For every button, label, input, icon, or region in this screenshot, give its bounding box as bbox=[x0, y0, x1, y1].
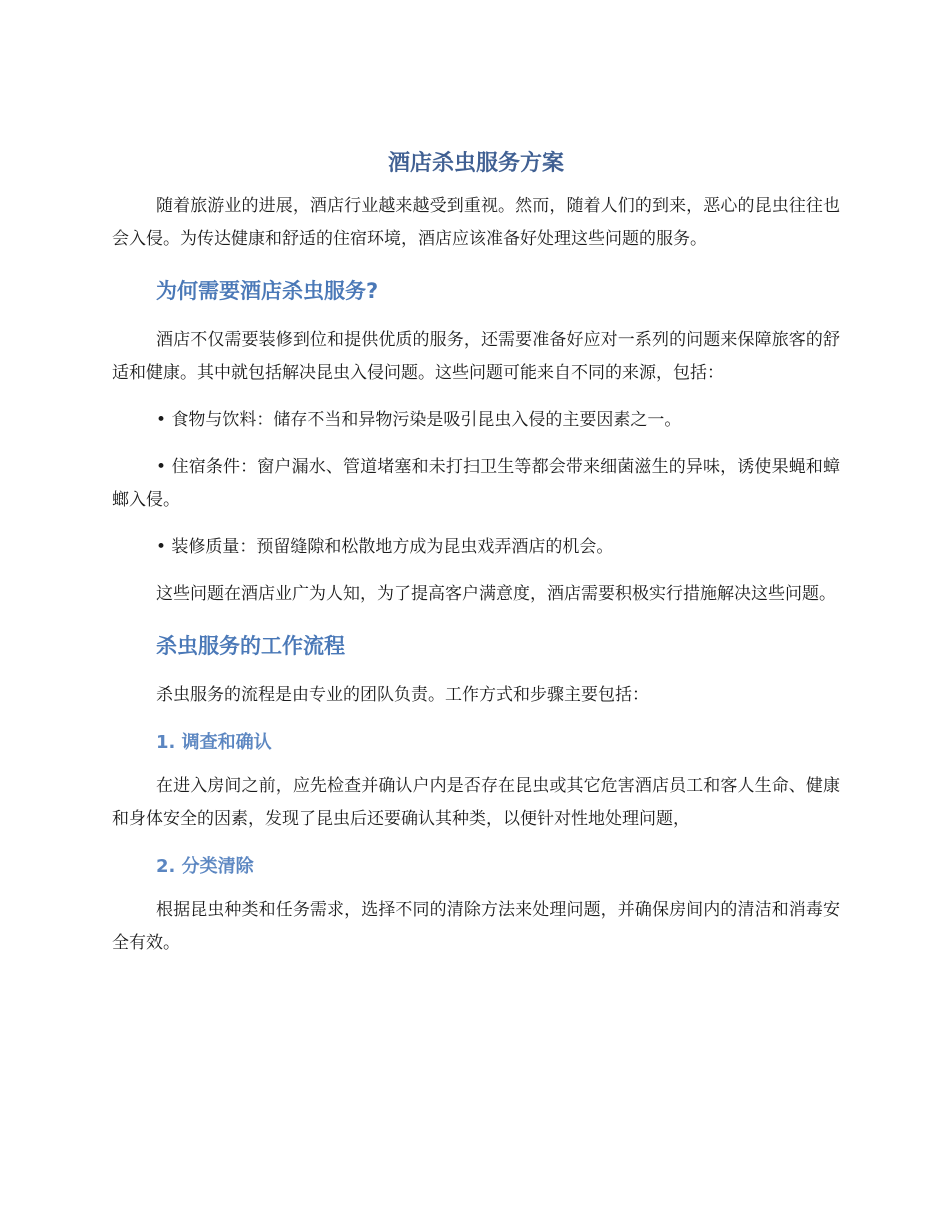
document-page bbox=[112, 148, 840, 960]
step2-text: 根据昆虫种类和任务需求，选择不同的清除方法来处理问题，并确保房间内的清洁和消毒安全有效。 bbox=[112, 900, 840, 953]
workflow-intro: 杀虫服务的流程是由专业的团队负责。工作方式和步骤主要包括： bbox=[156, 685, 649, 705]
bullet-item: • 装修质量：预留缝隙和松散地方成为昆虫戏弄酒店的机会。 bbox=[156, 537, 614, 557]
step2-heading: 2. 分类清除 bbox=[156, 856, 254, 877]
bullet-item: • 住宿条件：窗户漏水、管道堵塞和未打扫卫生等都会带来细菌滋生的异味，诱使果蝇和蟑螂入侵。 bbox=[112, 457, 840, 510]
section-heading-workflow: 杀虫服务的工作流程 bbox=[156, 634, 345, 658]
document-title: 酒店杀虫服务方案 bbox=[387, 151, 564, 176]
section1-paragraph: 酒店不仅需要装修到位和提供优质的服务，还需要准备好应对一系列的问题来保障旅客的舒适和健康。其中就包括解决昆虫入侵问题。这些问题可能来自不同的来源，包括： bbox=[112, 330, 840, 383]
section-heading-why: 为何需要酒店杀虫服务? bbox=[156, 279, 379, 303]
section1-conclusion: 这些问题在酒店业广为人知，为了提高客户满意度，酒店需要积极实行措施解决这些问题。 bbox=[156, 584, 836, 604]
bullet-item: • 食物与饮料：储存不当和异物污染是吸引昆虫入侵的主要因素之一。 bbox=[156, 410, 682, 430]
step1-heading: 1. 调查和确认 bbox=[156, 732, 272, 753]
intro-paragraph: 随着旅游业的进展，酒店行业越来越受到重视。然而，随着人们的到来，恶心的昆虫往往也会入侵。为传达健康和舒适的住宿环境，酒店应该准备好处理这些问题的服务。 bbox=[112, 196, 840, 249]
step1-text: 在进入房间之前，应先检查并确认户内是否存在昆虫或其它危害酒店员工和客人生命、健康和身体安全的因素，发现了昆虫后还要确认其种类，以便针对性地处理问题， bbox=[112, 776, 840, 829]
